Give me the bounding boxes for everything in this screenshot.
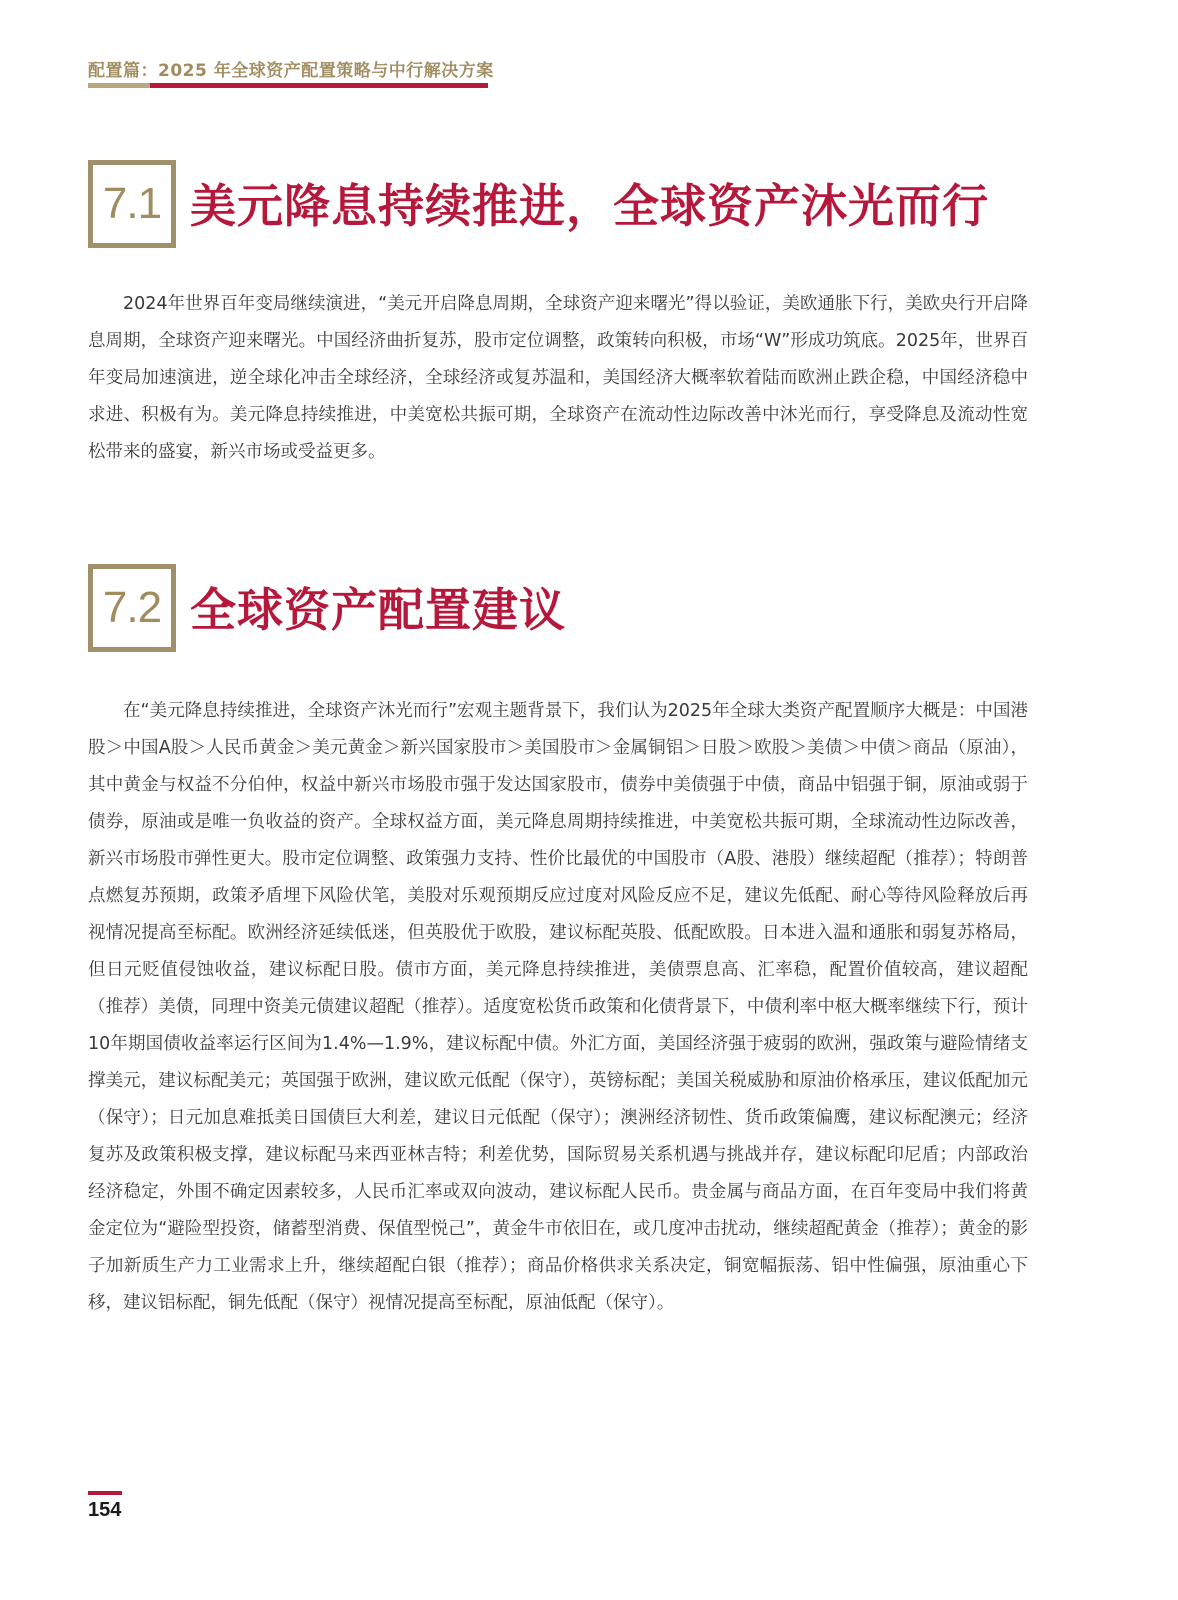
section-title: 全球资产配置建议: [190, 583, 566, 637]
section-number: 7.2: [102, 583, 162, 632]
footer-rule: [88, 1491, 122, 1495]
header-rule-red: [150, 83, 488, 88]
section-number-box: [88, 160, 176, 248]
header-rule-gold: [88, 83, 150, 88]
section-7-1-paragraph: 2024年世界百年变局继续演进，“美元开启降息周期，全球资产迎来曙光”得以验证，美欧通胀下行，美欧央行开启降息周期，全球资产迎来曙光。中国经济曲折复苏，股市定位调整，政策转向积极，市场“W”形成功筑底。2025年，世界百年变局加速演进，逆全球化冲击全球经济，全球经济或复苏温和，美国经济大概率软着陆而欧洲止跌企稳，中国经济稳中求进、积极有为。美元降息持续推进，中美宽松共振可期，全球资产在流动性边际改善中沐光而行，享受降息及流动性宽松带来的盛宴，新兴市场或受益更多。: [88, 294, 1028, 462]
section-number: 7.1: [102, 179, 162, 228]
page-number: 154: [88, 1499, 122, 1521]
section-title: 美元降息持续推进，全球资产沐光而行: [190, 179, 989, 233]
section-7-2-paragraph: 在“美元降息持续推进，全球资产沐光而行”宏观主题背景下，我们认为2025年全球大类资产配置顺序大概是：中国港股＞中国A股＞人民币黄金＞美元黄金＞新兴国家股市＞美国股市＞金属铜铝＞日股＞欧股＞美债＞中债＞商品（原油），其中黄金与权益不分伯仲，权益中新兴市场股市强于发达国家股市，债券中美债强于中债，商品中铝强于铜，原油或弱于债券，原油或是唯一负收益的资产。全球权益方面，美元降息周期持续推进，中美宽松共振可期，全球流动性边际改善，新兴市场股市弹性更大。股市定位调整、政策强力支持、性价比最优的中国股市（A股、港股）继续超配（推荐）；特朗普点燃复苏预期，政策矛盾埋下风险伏笔，美股对乐观预期反应过度对风险反应不足，建议先低配、耐心等待风险释放后再视情况提高至标配。欧洲经济延续低迷，但英股优于欧股，建议标配英股、低配欧股。日本进入温和通胀和弱复苏格局，但日元贬值侵蚀收益，建议标配日股。债市方面，美元降息持续推进，美债票息高、汇率稳，配置价值较高，建议超配（推荐）美债，同理中资美元债建议超配（推荐）。适度宽松货币政策和化债背景下，中债利率中枢大概率继续下行，预计10年期国债收益率运行区间为1.4%—1.9%，建议标配中债。外汇方面，美国经济强于疲弱的欧洲，强政策与避险情绪支撑美元，建议标配美元；英国强于欧洲，建议欧元低配（保守），英镑标配；美国关税威胁和原油价格承压，建议低配加元（保守）；日元加息难抵美日国债巨大利差，建议日元低配（保守）；澳洲经济韧性、货币政策偏鹰，建议标配澳元；经济复苏及政策积极支撑，建议标配马来西亚林吉特；利差优势，国际贸易关系机遇与挑战并存，建议标配印尼盾；内部政治经济稳定，外围不确定因素较多，人民币汇率或双向波动，建议标配人民币。贵金属与商品方面，在百年变局中我们将黄金定位为“避险型投资，储蓄型消费、保值型悦己”，黄金牛市依旧在，或几度冲击扰动，继续超配黄金（推荐）；黄金的影子加新质生产力工业需求上升，继续超配白银（推荐）；商品价格供求关系决定，铜宽幅振荡、铝中性偏强，原油重心下移，建议铝标配，铜先低配（保守）视情况提高至标配，原油低配（保守）。: [88, 701, 1028, 1313]
header-title: 配置篇：2025 年全球资产配置策略与中行解决方案: [88, 61, 494, 81]
section-number-box: [88, 564, 176, 652]
